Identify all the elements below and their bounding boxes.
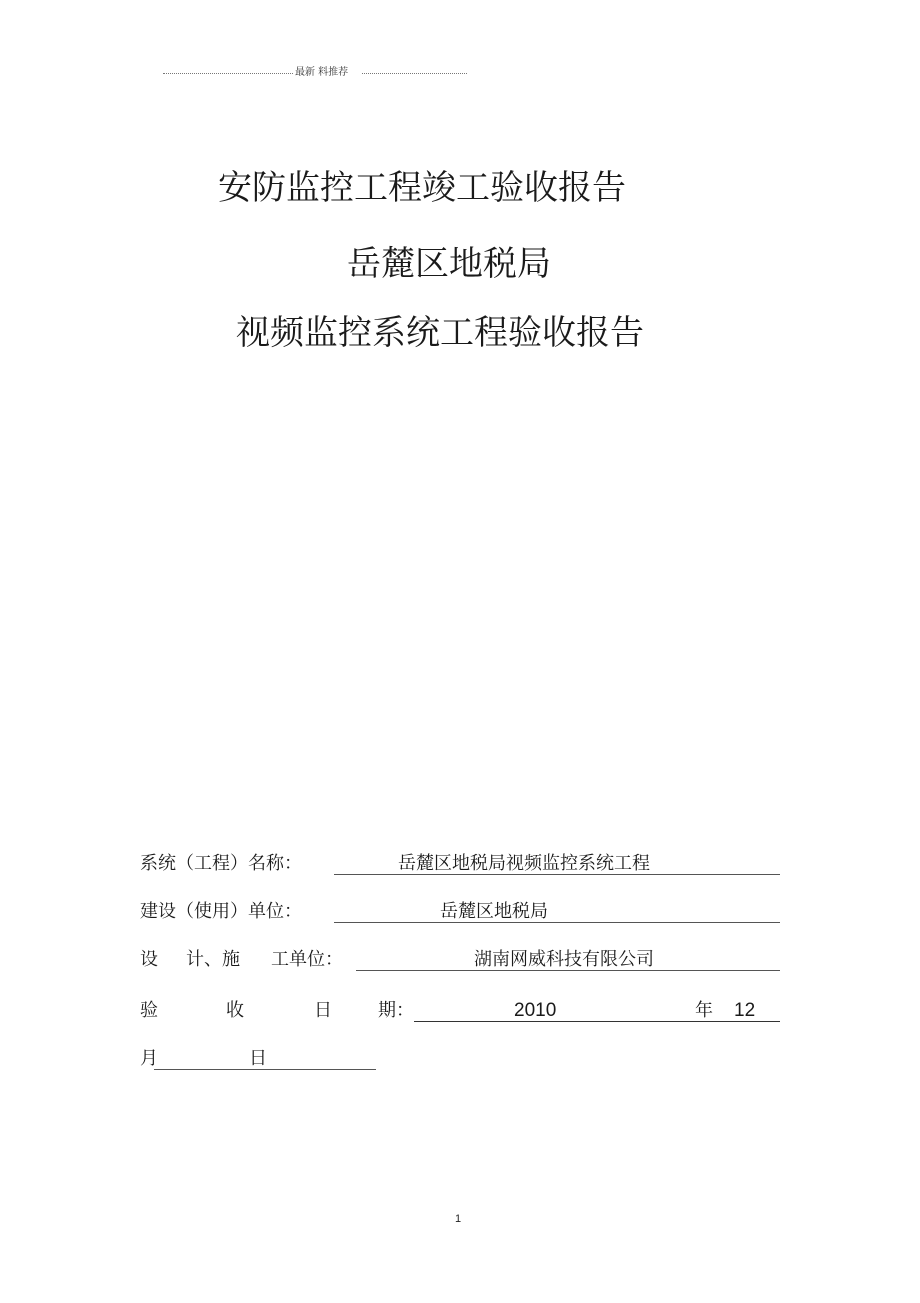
- day-unit: 日: [249, 1048, 267, 1069]
- owner-unit-label: 建设（使用）单位：: [140, 901, 302, 922]
- owner-unit-field: [334, 898, 780, 926]
- organization-title: 岳麓区地税局: [347, 244, 551, 284]
- date-label-part-3: 日: [314, 1000, 332, 1021]
- acceptance-date-row: [140, 997, 782, 1025]
- month-day-row: [140, 1045, 380, 1073]
- month-value: 12: [734, 1000, 756, 1021]
- system-name-value: 岳麓区地税局视频监控系统工程: [398, 853, 650, 874]
- date-label-part-1: 验: [140, 1000, 158, 1021]
- system-name-underline: [334, 874, 780, 875]
- contractor-value: 湖南网威科技有限公司: [474, 949, 654, 970]
- page-number: 1: [455, 1213, 462, 1225]
- header-text: 最新 料推荐: [295, 67, 349, 78]
- date-label-part-4: 期：: [378, 1000, 414, 1021]
- year-value: 2010: [514, 1000, 557, 1021]
- contractor-label-part-2: 计、施: [186, 949, 240, 970]
- system-name-label: 系统（工程）名称：: [140, 853, 302, 874]
- main-title: 安防监控工程竣工验收报告: [218, 168, 626, 208]
- acceptance-date-field: [414, 997, 780, 1025]
- page-header: [163, 66, 467, 80]
- contractor-label-part-1: 设: [140, 949, 158, 970]
- header-dotted-rule-left: [163, 73, 293, 74]
- date-label-part-2: 收: [226, 1000, 244, 1021]
- contractor-underline: [356, 970, 780, 971]
- subtitle: 视频监控系统工程验收报告: [236, 313, 644, 353]
- contractor-label-part-3: 工单位：: [271, 949, 343, 970]
- month-unit: 月: [140, 1048, 158, 1069]
- header-dotted-rule-right: [362, 73, 467, 74]
- contractor-field: [356, 946, 780, 974]
- owner-unit-value: 岳麓区地税局: [440, 901, 548, 922]
- system-name-field: [334, 850, 780, 878]
- owner-unit-underline: [334, 922, 780, 923]
- acceptance-date-underline: [414, 1021, 780, 1022]
- year-unit: 年: [695, 1000, 713, 1021]
